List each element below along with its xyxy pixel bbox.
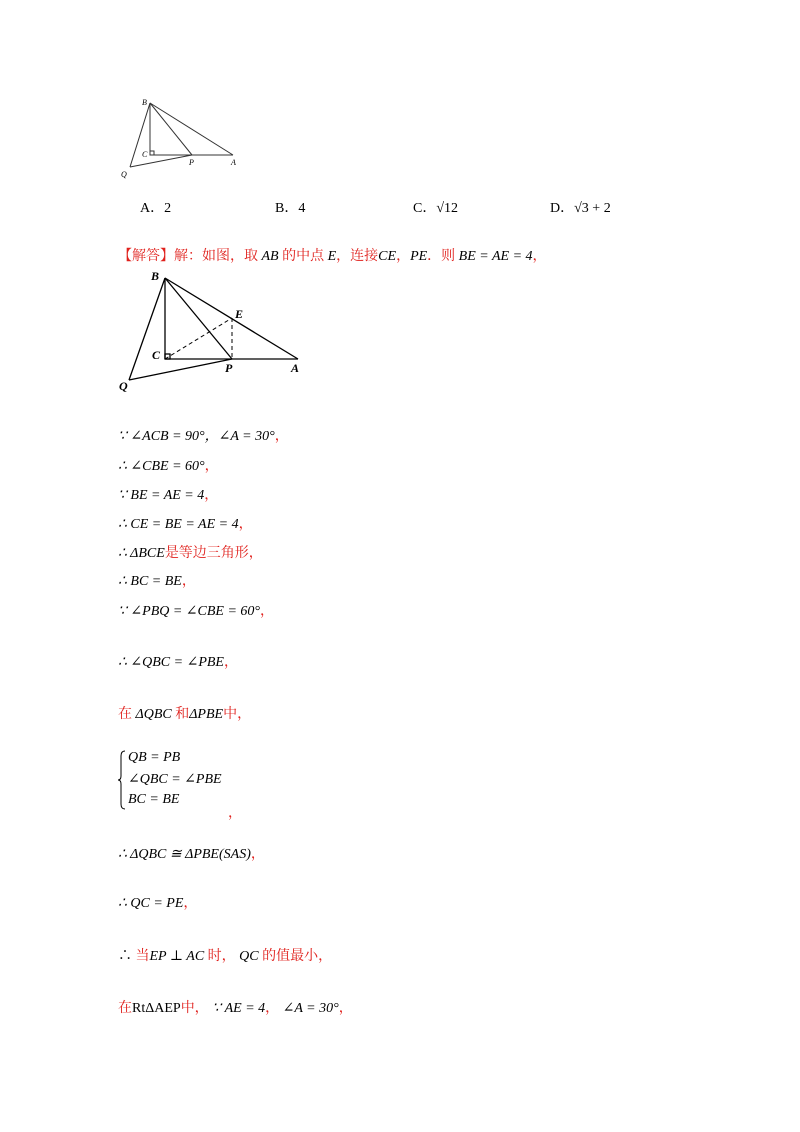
- small-label-a: A: [231, 158, 236, 167]
- step-1: ∵ ∠ACB = 90°，∠A = 30°，: [118, 429, 289, 444]
- small-label-b: B: [142, 98, 147, 107]
- system-line-2: ∠QBC = ∠PBE: [128, 772, 222, 787]
- last-line: 在RtΔAEP中， ∵ AE = 4， ∠A = 30°，: [118, 1001, 353, 1016]
- label-e: E: [235, 307, 244, 321]
- small-label-q: Q: [121, 170, 127, 179]
- option-b[interactable]: B．4: [275, 201, 306, 216]
- label-a: A: [291, 361, 300, 375]
- step-4: ∴ CE = BE = AE = 4，: [118, 517, 253, 532]
- step-7: ∵ ∠PBQ = ∠CBE = 60°，: [118, 604, 275, 619]
- large-figure: [115, 268, 315, 393]
- system-tail: ，: [228, 806, 242, 821]
- min-line: ∴ 当EP ⊥ AC 时， QC 的值最小，: [118, 949, 333, 964]
- label-p: P: [225, 361, 233, 375]
- system-brace: [118, 750, 126, 810]
- step-2: ∴ ∠CBE = 60°，: [118, 459, 219, 474]
- qc-pe-line: ∴ QC = PE，: [118, 896, 198, 911]
- small-label-p: P: [189, 158, 194, 167]
- solution-intro: 【解答】解：如图，取 AB 的中点 E，连接CE，PE．则 BE = AE = 4，: [118, 249, 547, 264]
- label-c: C: [152, 348, 161, 362]
- option-d[interactable]: D．√3 + 2: [550, 201, 611, 216]
- system-line-3: BC = BE: [128, 792, 180, 807]
- step-6: ∴ BC = BE，: [118, 574, 196, 589]
- step-8: ∴ ∠QBC = ∠PBE，: [118, 655, 238, 670]
- system-line-1: QB = PB: [128, 750, 181, 765]
- small-figure: [115, 95, 245, 180]
- label-b: B: [151, 269, 160, 283]
- in-triangles-line: 在 ΔQBC 和ΔPBE中，: [118, 707, 252, 722]
- congruent-line: ∴ ΔQBC ≅ ΔPBE(SAS)，: [118, 847, 265, 862]
- option-a[interactable]: A．2: [140, 201, 172, 216]
- step-3: ∵ BE = AE = 4，: [118, 488, 219, 503]
- label-q: Q: [119, 379, 128, 393]
- option-c[interactable]: C．√12: [413, 201, 459, 216]
- step-5: ∴ ΔBCE是等边三角形，: [118, 546, 263, 561]
- small-label-c: C: [142, 150, 148, 159]
